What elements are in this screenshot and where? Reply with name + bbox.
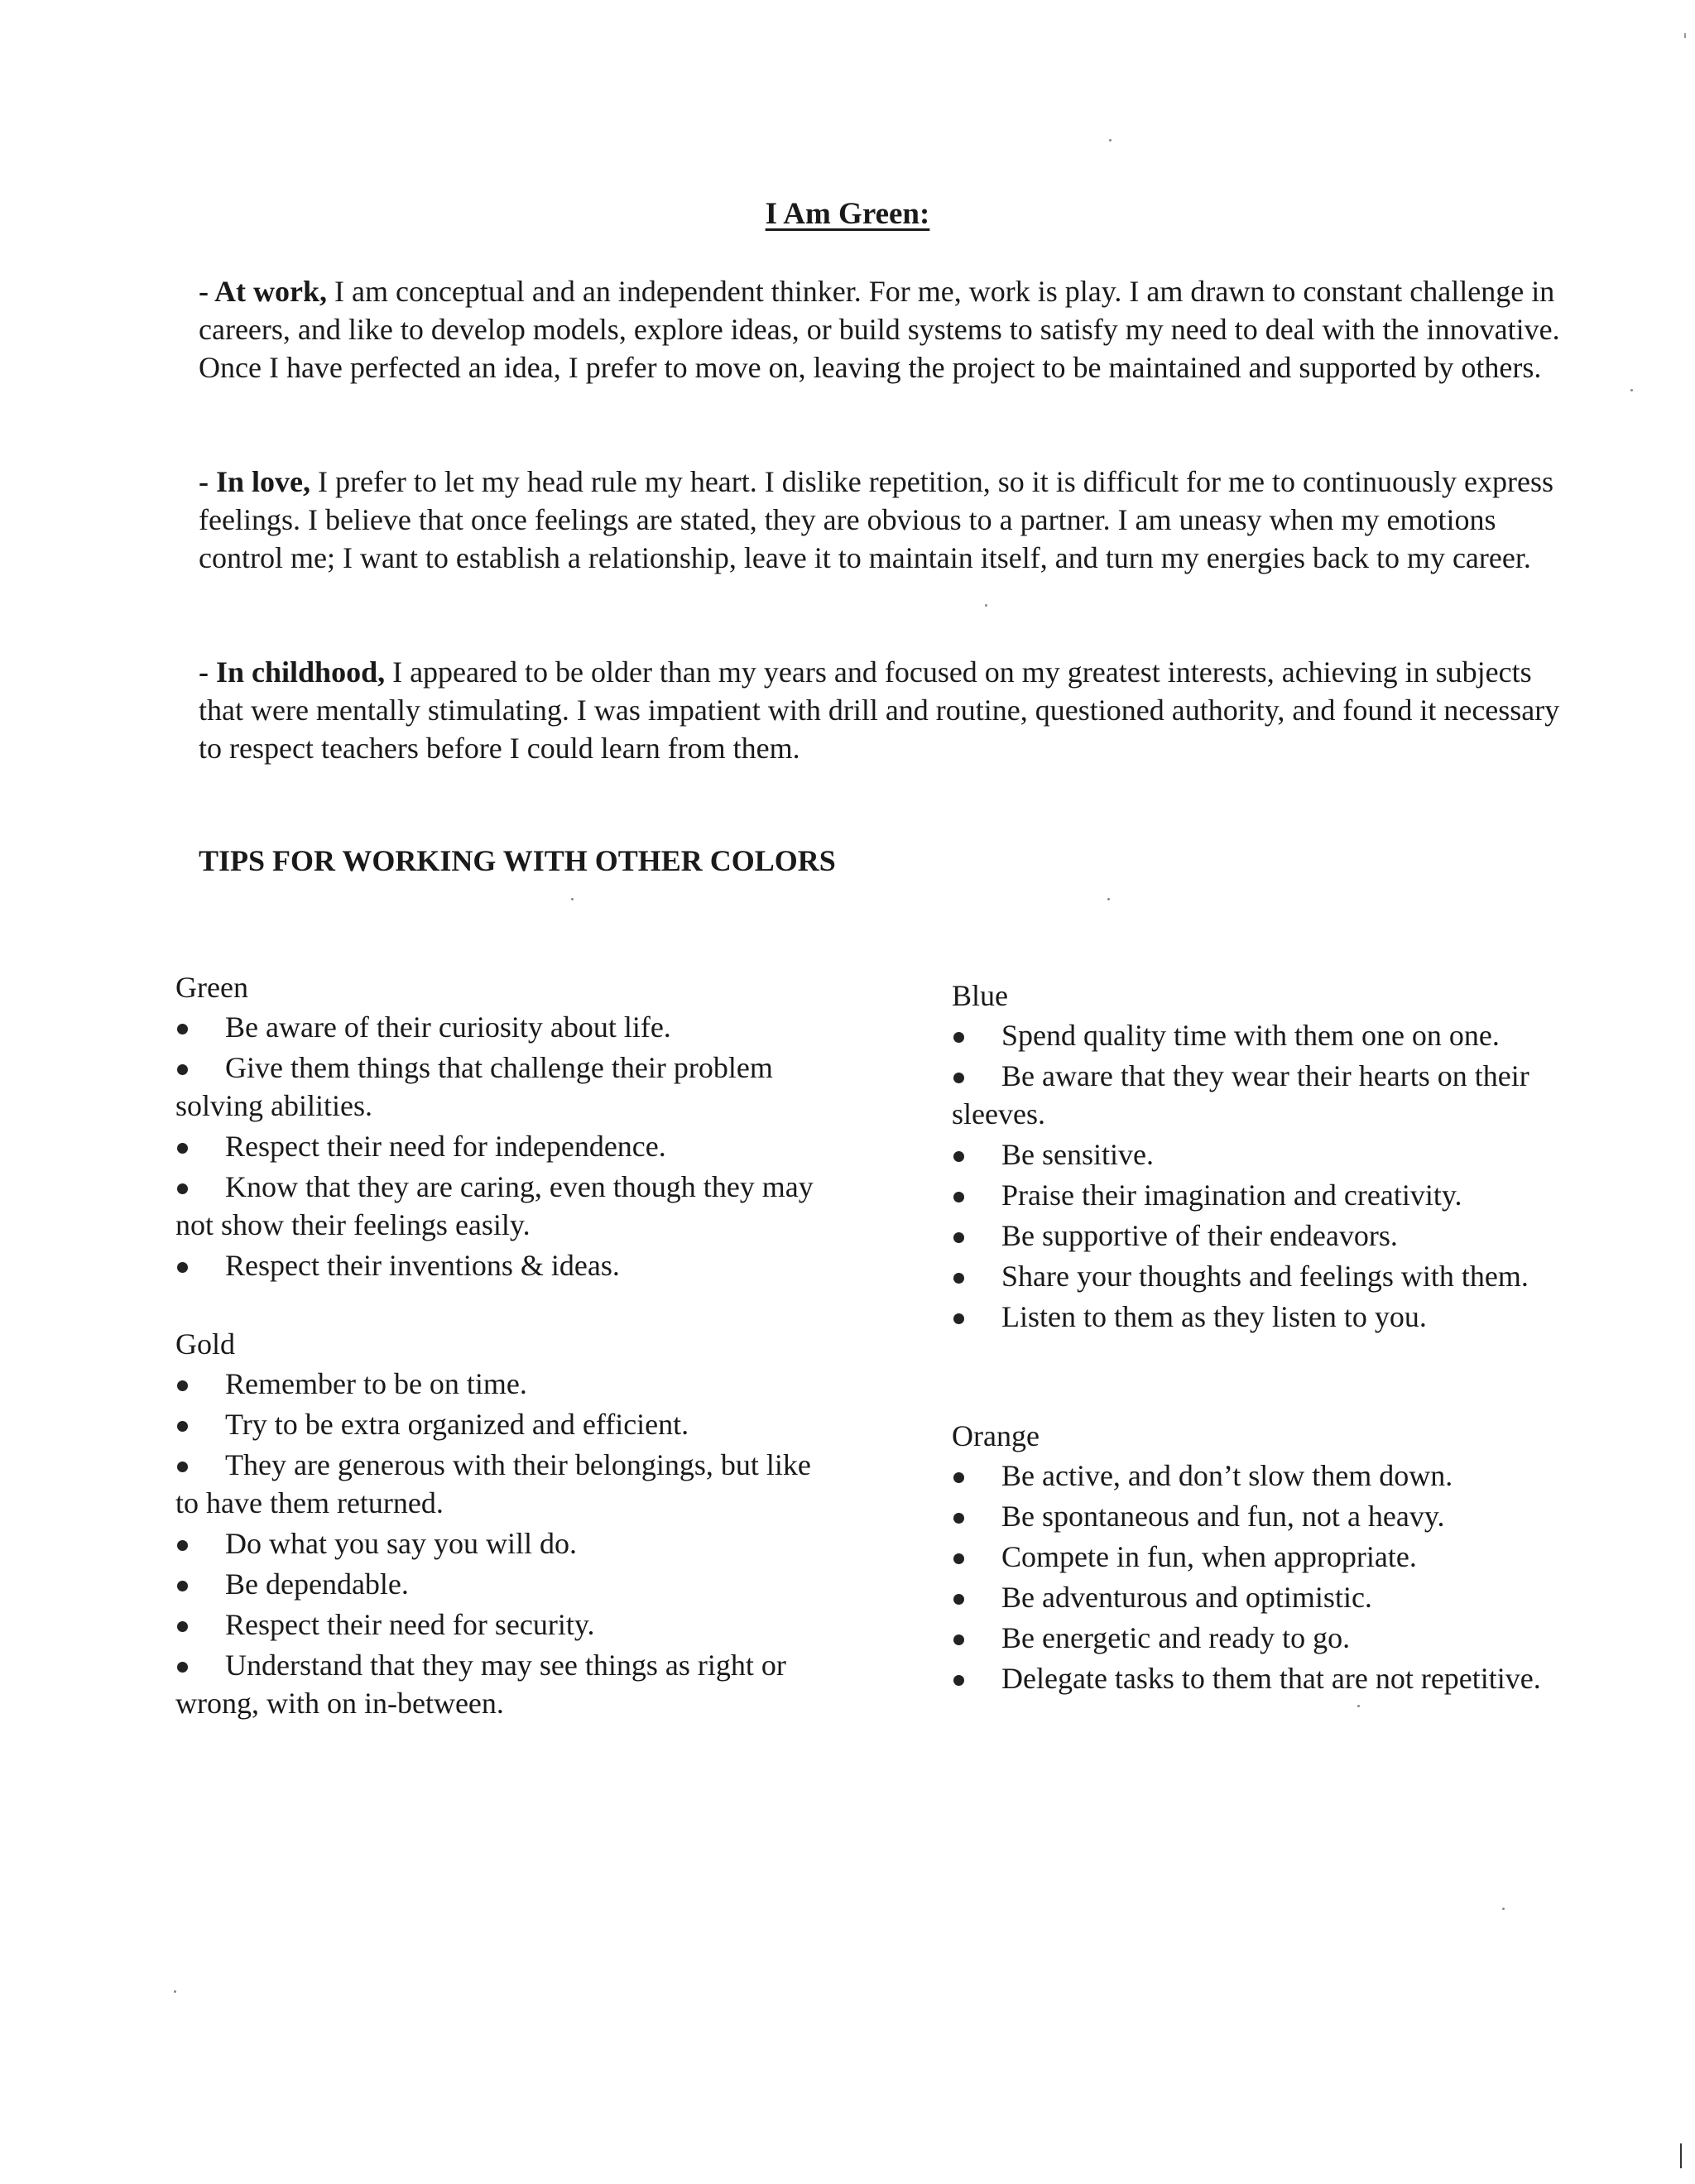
paragraph-text: I appeared to be older than my years and focused on my greatest interests, achieving in subjects that were mentally stimulating. I was impatient with drill and routine, questioned authority, and found it necessary to respect teachers before I could learn from them. — [199, 655, 1560, 765]
list-item-text: Be aware that they wear their hearts on their sleeves. — [952, 1059, 1529, 1130]
paragraph-in-childhood — [199, 653, 1573, 767]
list-item — [952, 1176, 1564, 1214]
list-item — [175, 1405, 838, 1443]
bullet-icon — [177, 1581, 188, 1591]
bullet-icon — [953, 1634, 964, 1645]
tips-list — [175, 1008, 838, 1284]
list-item — [175, 1446, 838, 1522]
bullet-icon — [953, 1151, 964, 1162]
group-title: Blue — [952, 979, 1008, 1012]
list-item-text: Give them things that challenge their problem solving abilities. — [175, 1051, 773, 1122]
tips-group-orange — [952, 1417, 1564, 1700]
bullet-icon — [177, 1262, 188, 1273]
group-title: Gold — [175, 1327, 235, 1361]
tips-heading: TIPS FOR WORKING WITH OTHER COLORS — [199, 844, 836, 877]
list-item — [952, 1057, 1564, 1133]
list-item — [175, 1606, 838, 1644]
tips-group-gold — [175, 1325, 838, 1725]
scan-speck — [1107, 898, 1110, 900]
list-item-text: Respect their need for independence. — [225, 1130, 666, 1163]
bullet-icon — [953, 1513, 964, 1524]
bullet-icon — [177, 1380, 188, 1391]
list-item-text: Spend quality time with them one on one. — [1001, 1019, 1500, 1052]
paragraph-text: I am conceptual and an independent thinker. For me, work is play. I am drawn to constant challenge in careers, and like to develop models, explore ideas, or build systems to satisfy my need to deal with the innovative. Once I have perfected an idea, I prefer to move on, leaving the project to be maintained and supported by others. — [199, 275, 1560, 384]
bullet-icon — [953, 1313, 964, 1324]
bullet-icon — [177, 1421, 188, 1432]
bullet-icon — [177, 1183, 188, 1194]
scan-speck — [1109, 139, 1112, 142]
tips-list — [952, 1457, 1564, 1697]
page-title: I Am Green: — [765, 197, 930, 231]
bullet-icon — [953, 1675, 964, 1686]
scan-speck — [1502, 1908, 1505, 1910]
bullet-icon — [953, 1032, 964, 1043]
list-item — [175, 1365, 838, 1403]
list-item-text: Share your thoughts and feelings with them. — [1001, 1260, 1529, 1293]
list-item — [952, 1135, 1564, 1174]
paragraph-lead: - At work, — [199, 275, 327, 308]
group-title: Orange — [952, 1419, 1040, 1452]
list-item-text: Be active, and don’t slow them down. — [1001, 1459, 1453, 1492]
list-item-text: Respect their need for security. — [225, 1608, 595, 1641]
bullet-icon — [177, 1621, 188, 1632]
paragraph-at-work — [199, 272, 1573, 386]
list-item-text: Do what you say you will do. — [225, 1527, 577, 1560]
list-item-text: Praise their imagination and creativity. — [1001, 1178, 1462, 1212]
bullet-icon — [177, 1024, 188, 1034]
group-title: Green — [175, 971, 248, 1004]
bullet-icon — [953, 1472, 964, 1483]
list-item — [175, 1168, 838, 1244]
scan-speck — [174, 1990, 176, 1993]
bullet-icon — [953, 1232, 964, 1243]
bullet-icon — [177, 1064, 188, 1075]
list-item — [952, 1538, 1564, 1576]
list-item — [175, 1127, 838, 1165]
list-item — [952, 1016, 1564, 1054]
list-item-text: Be aware of their curiosity about life. — [225, 1010, 671, 1044]
list-item-text: Be dependable. — [225, 1567, 409, 1601]
scan-edge-mark — [1680, 2143, 1682, 2168]
list-item-text: Try to be extra organized and efficient. — [225, 1408, 689, 1441]
list-item — [952, 1619, 1564, 1657]
list-item-text: Be sensitive. — [1001, 1138, 1154, 1171]
list-item — [952, 1257, 1564, 1295]
list-item-text: Be spontaneous and fun, not a heavy. — [1001, 1500, 1445, 1533]
bullet-icon — [953, 1192, 964, 1202]
list-item — [175, 1524, 838, 1562]
list-item — [952, 1217, 1564, 1255]
paragraph-in-love — [199, 463, 1573, 577]
paragraph-lead: - In love, — [199, 465, 310, 498]
bullet-icon — [177, 1662, 188, 1673]
list-item — [952, 1298, 1564, 1336]
list-item — [175, 1565, 838, 1603]
list-item-text: Delegate tasks to them that are not repetitive. — [1001, 1662, 1541, 1695]
bullet-icon — [953, 1273, 964, 1284]
tips-list — [952, 1016, 1564, 1336]
list-item-text: Listen to them as they listen to you. — [1001, 1300, 1427, 1333]
bullet-icon — [953, 1594, 964, 1605]
tips-list — [175, 1365, 838, 1722]
bullet-icon — [177, 1143, 188, 1154]
list-item — [175, 1008, 838, 1046]
paragraph-text: I prefer to let my head rule my heart. I dislike repetition, so it is difficult for me to continuously express feelings. I believe that once feelings are stated, they are obvious to a partner. I am uneasy when my emotions control me; I want to establish a relationship, leave it to maintain itself, and turn my energies back to my career. — [199, 465, 1553, 574]
paragraph-lead: - In childhood, — [199, 655, 386, 689]
list-item-text: Remember to be on time. — [225, 1367, 527, 1400]
scan-edge-mark — [1684, 33, 1686, 38]
list-item — [952, 1659, 1564, 1697]
list-item — [952, 1578, 1564, 1616]
list-item-text: Know that they are caring, even though they may not show their feelings easily. — [175, 1170, 814, 1241]
bullet-icon — [953, 1553, 964, 1564]
list-item-text: Be energetic and ready to go. — [1001, 1621, 1351, 1654]
list-item — [952, 1457, 1564, 1495]
bullet-icon — [177, 1462, 188, 1472]
tips-group-blue — [952, 977, 1564, 1338]
list-item — [175, 1646, 838, 1722]
list-item-text: Respect their inventions & ideas. — [225, 1249, 620, 1282]
list-item — [952, 1497, 1564, 1535]
list-item-text: Compete in fun, when appropriate. — [1001, 1540, 1417, 1573]
list-item-text: Understand that they may see things as right or wrong, with on in-between. — [175, 1649, 786, 1720]
bullet-icon — [177, 1540, 188, 1551]
scan-speck — [1357, 1705, 1360, 1707]
list-item-text: Be adventurous and optimistic. — [1001, 1581, 1372, 1614]
list-item — [175, 1049, 838, 1125]
scan-speck — [1630, 389, 1633, 391]
scan-speck — [571, 898, 574, 900]
bullet-icon — [953, 1073, 964, 1083]
list-item — [175, 1246, 838, 1284]
tips-group-green — [175, 968, 838, 1287]
list-item-text: Be supportive of their endeavors. — [1001, 1219, 1398, 1252]
list-item-text: They are generous with their belongings, but like to have them returned. — [175, 1448, 811, 1519]
scan-speck — [985, 604, 987, 607]
